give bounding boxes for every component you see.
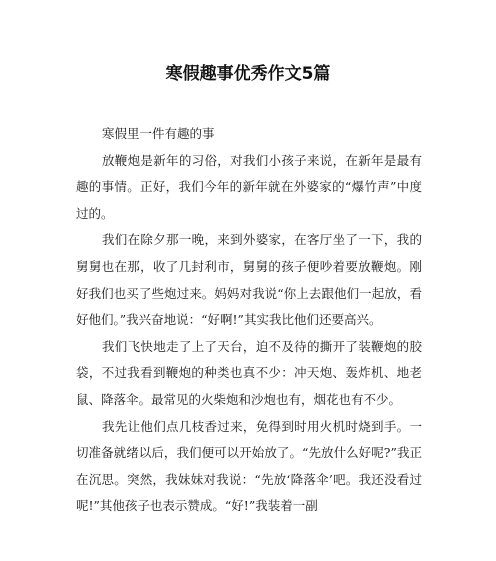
paragraph: 我们在除夕那一晚，来到外婆家，在客厅坐了一下，我的舅舅也在那，收了几封利市，舅舅的孩子便吵着要放鞭炮。刚好我们也买了些炮过来。妈妈对我说“你上去跟他们一起放，看好他们。”我兴奋地说：“好啊!”其实我比他们还要高兴。 <box>76 232 422 328</box>
paragraph-subtitle: 寒假里一件有趣的事 <box>102 126 215 141</box>
paragraph: 放鞭炮是新年的习俗，对我们小孩子来说，在新年是最有趣的事情。正好，我们今年的新年就在外婆家的“爆竹声”中度过的。 <box>76 152 422 221</box>
paragraph: 我先让他们点几枝香过来，免得到时用火机时烧到手。一切准备就绪以后，我们便可以开始放了。“先放什么好呢?”我正在沉思。突然，我妹妹对我说：“先放‘降落伞’吧。我还没看过呢!”其他孩子也表示赞成。“好!”我装着一副 <box>76 418 422 514</box>
document-body <box>76 121 422 520</box>
document-title: 寒假趣事优秀作文5篇 <box>165 64 331 84</box>
paragraph: 我们飞快地走了上了天台，迫不及待的撕开了装鞭炮的胶袋，不过我看到鞭炮的种类也真不少：冲天炮、轰炸机、地老鼠、降落伞。最常见的火柴炮和沙炮也有，烟花也有不少。 <box>76 338 422 407</box>
